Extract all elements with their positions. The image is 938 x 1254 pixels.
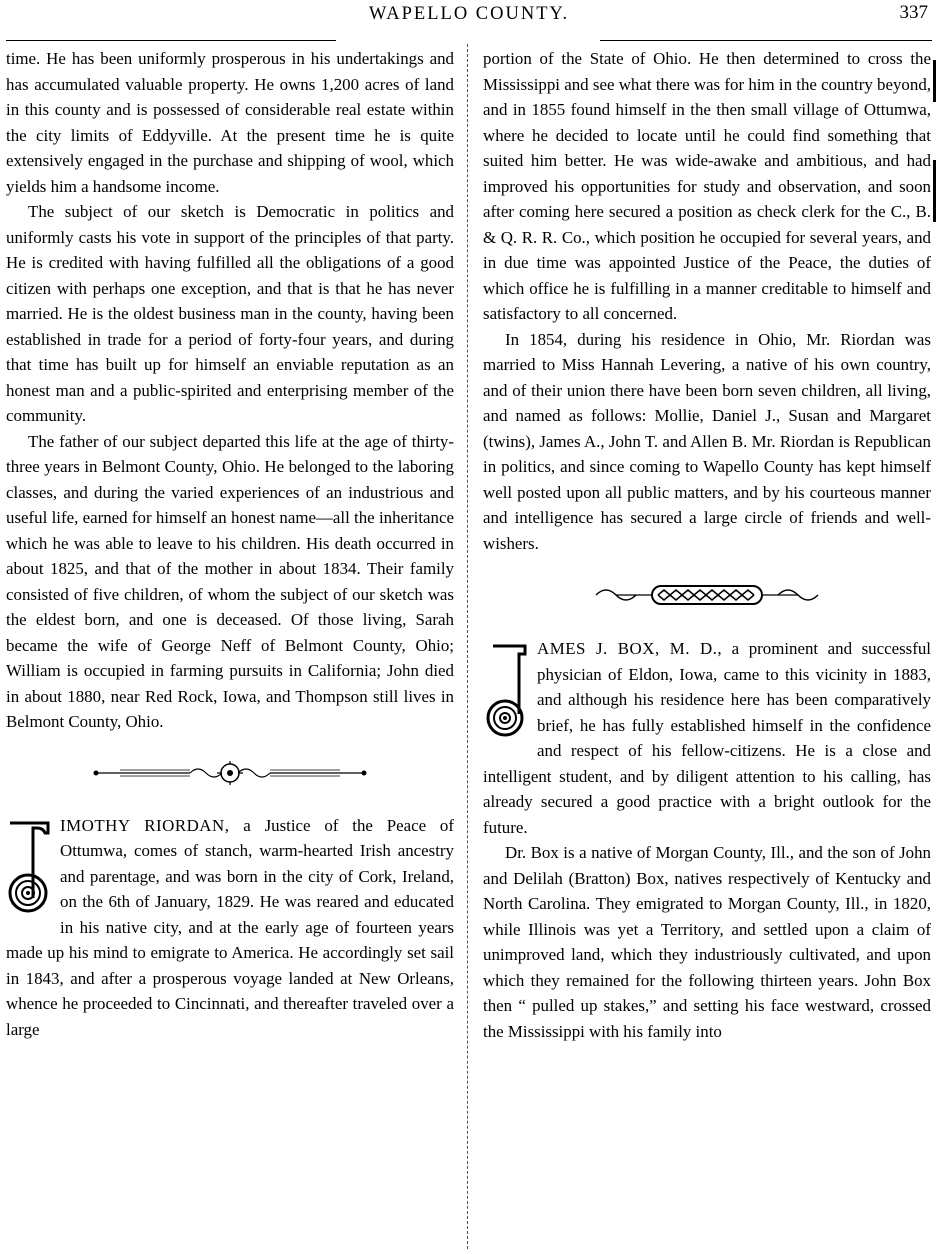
biography-text: a Justice of the Peace of Ottumwa, comes of stanch, warm-hearted Irish ancestry and parentage, and was born in the city of Cork, Ireland, on the 6th of January, 1829. He was reared and educated in his native city, and at the early age of fourteen years made up his mind to emigrate to America. He accordingly set sail in 1843, and after a prosperous voyage landed at New Orleans, whence he proceeded to Cincinnati, and thereafter traveled over a large xyxy=(6,815,454,1039)
header-rule-left xyxy=(6,40,336,41)
paragraph: The father of our subject departed this life at the age of thirty-three years in Belmont County, Ohio. He belonged to the laboring classes, and during the varied experiences of an industrious and useful life, earned for himself an honest name—all the inheritance which he was able to leave to his children. His death occurred in about 1825, and that of the mother in about 1834. Their family consisted of five children, of whom the subject of our sketch was the eldest born, and one is deceased. Of those living, Sarah became the wife of George Neff of Belmont County, Ohio; William is occupied in farming pursuits in California; John died in about 1880, near Red Rock, Iowa, and Thompson still lives in Belmont County, Ohio. xyxy=(6,431,454,731)
name-rest: IMOTHY RIORDAN, xyxy=(60,815,230,835)
column-divider xyxy=(467,44,468,1249)
paragraph: portion of the State of Ohio. He then determined to cross the Mississippi and see what there was for him in the country beyond, and in 1855 found himself in the then small village of Ottumwa, where he decided to locate until he could find something that suited him better. He was wide-awake and ambitious, and had improved his opportunities for study and observation, and soon after coming here secured a position as check clerk for the C., B. & Q. R. R. Co., which position he occupied for several years, and in due time was appointed Justice of the Peace, the duties of which office he is fulfilling in a manner creditable to himself and satisfactory to all concerned. xyxy=(483,49,931,323)
page-header xyxy=(0,0,938,36)
dropcap-j xyxy=(483,640,529,742)
name-rest: AMES J. BOX, M. D., xyxy=(537,639,723,658)
paragraph: In 1854, during his residence in Ohio, Mr. Riordan was married to Miss Hannah Levering, a native of his own country, and of their union there have been born seven children, all living, and named as follows: Mollie, Daniel J., Susan and Margaret (twins), James A., John T. and Allen B. Mr. Riordan is Republican in politics, and since coming to Wapello County has kept himself well posted upon all public matters, and by his courteous manner and intelligence has secured a large circle of friends and well-wishers. xyxy=(483,329,931,553)
margin-bar-middle xyxy=(933,160,936,222)
biography-timothy-riordan xyxy=(6,813,454,1043)
right-column xyxy=(483,46,931,1044)
left-column xyxy=(6,46,454,1042)
ornament-divider xyxy=(90,761,370,785)
page-number: 337 xyxy=(899,2,928,23)
paragraph: time. He has been uniformly prosperous in his undertakings and has accumulated valuable property. He owns 1,200 acres of land in this county and is possessed of considerable real estate within the city limits of Eddyville. At the present time he is quite extensively engaged in the purchase and shipping of wool, which yields him a handsome income. xyxy=(6,49,454,196)
dropcap-t xyxy=(6,817,52,919)
paragraph: The subject of our sketch is Democratic in politics and uniformly casts his vote in support of the principles of that party. He is credited with having fulfilled all the obligations of a good citizen with perhaps one exception, and that is that he has never married. He is the oldest business man in the county, having been established in trade for a period of forty-four years, and during that time has built up for himself an enviable reputation as an honest man and a public-spirited and enterprising member of the community. xyxy=(6,202,454,425)
margin-bar-top xyxy=(933,60,936,102)
header-rule-right xyxy=(600,40,932,41)
dropcap-swirl-icon xyxy=(6,817,52,917)
biography-james-box xyxy=(483,636,931,840)
biography-text: a prominent and successful physician of Eldon, Iowa, came to this vicinity in 1883, and although his residence here has been comparatively brief, he has fully established himself in the confidence and respect of his fellow-citizens. He is a close and intelligent student, and by diligent attention to his calling, has already secured a good practice with a bright outlook for the future. xyxy=(483,639,931,837)
paragraph: Dr. Box is a native of Morgan County, Ill., and the son of John and Delilah (Bratton) Box, natives respectively of Kentucky and North Carolina. They emigrated to Morgan County, Ill., in 1820, while Illinois was yet a Territory, and settled upon a claim of unimproved land, which they industriously cultivated, and upon which they remained for the following thirteen years. John Box then “ pulled up stakes,” and setting his face westward, crossed the Mississippi with his family into xyxy=(483,843,931,1041)
ornament-divider xyxy=(592,582,822,608)
running-title: WAPELLO COUNTY. xyxy=(368,4,570,24)
dropcap-swirl-icon xyxy=(483,640,529,740)
